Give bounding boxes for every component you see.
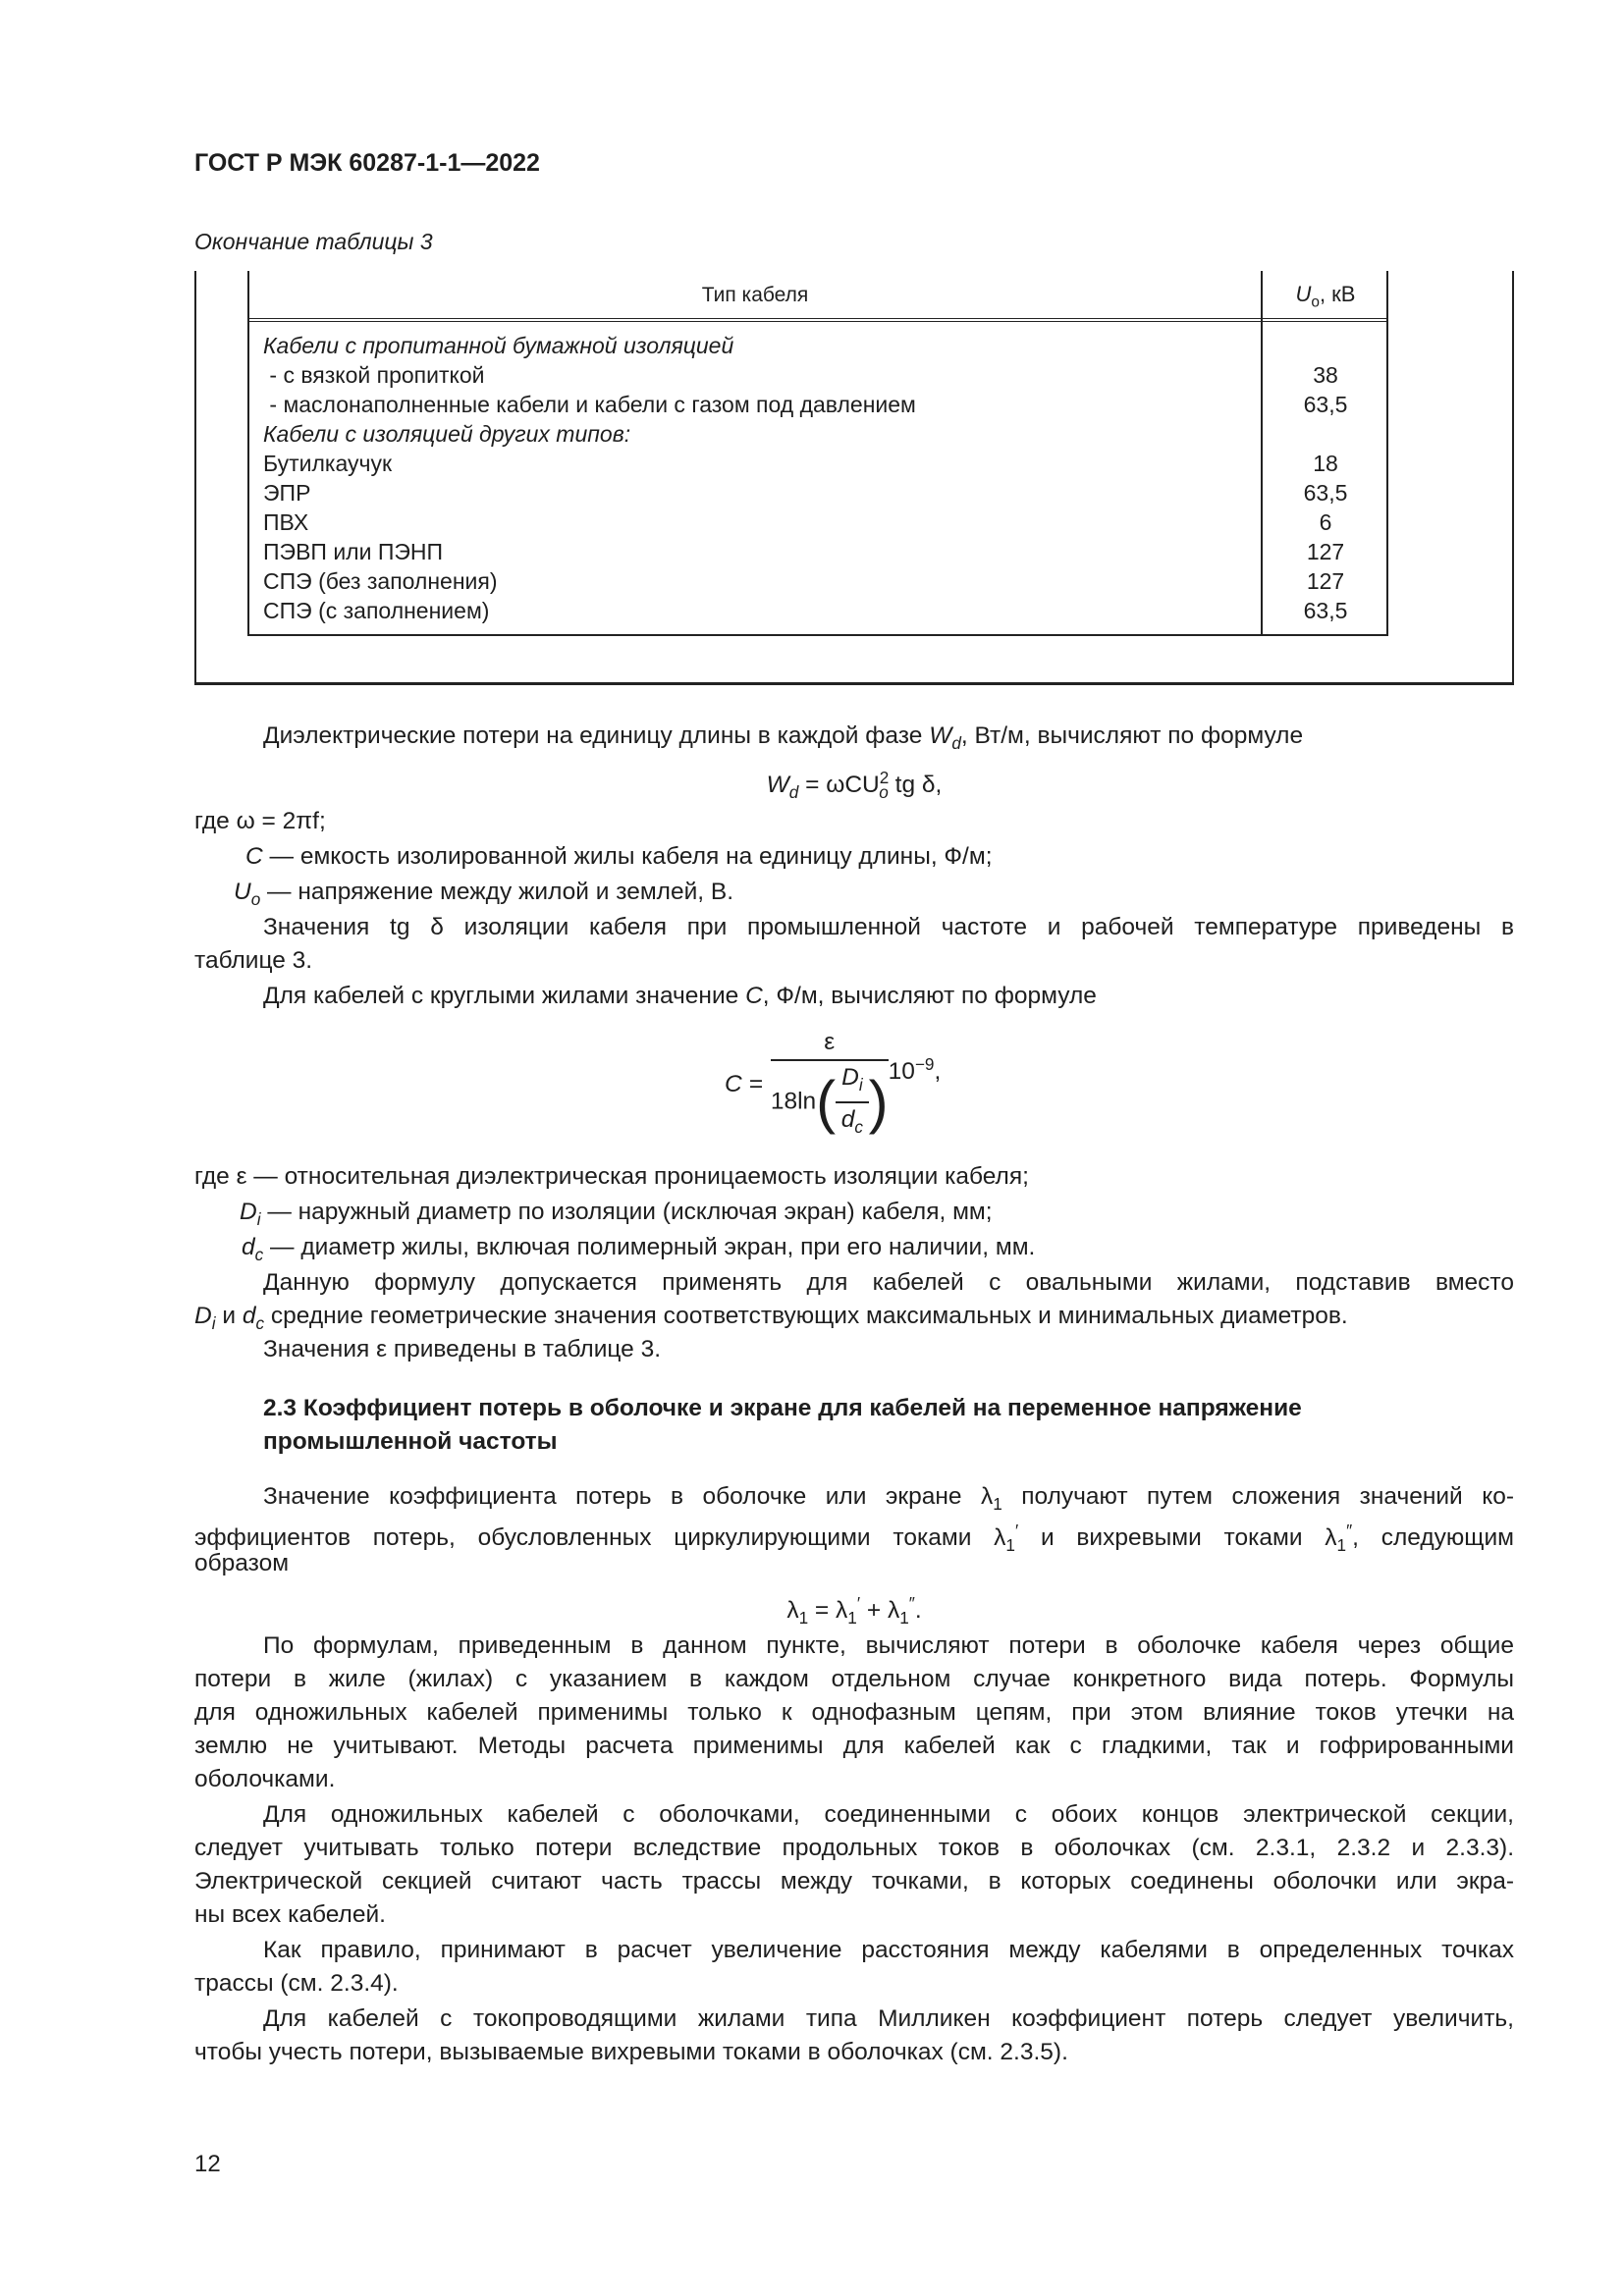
paragraph-loss-factor-line2: эффициентов потерь, обусловленных циркулирующими токами $\lambda_1'$ и вихревыми токами $\lambda_1''$, следующим [194,1521,1514,1556]
table-row-value: 63,5 [1303,598,1348,623]
paragraph-single-core-line2: следует учитывать только потери вследствие продольных токов в оболочках (см. 2.3.1, 2.3.2 и 2.3.3). [194,1835,1514,1861]
table-row-value: 6 [1319,509,1332,535]
table-row-value: 127 [1306,568,1345,594]
table-header-cable-type: Тип кабеля [701,284,809,306]
table-row-value: 18 [1313,451,1338,476]
paragraph-formulas-line1: По формулам, приведенным в данном пункте, вычисляют потери в оболочке кабеля через общие [263,1632,1514,1659]
paragraph-single-core-line3: Электрической секцией считают часть трассы между точками, в которых соединены оболочки или экра- [194,1868,1514,1895]
paragraph-tg-delta-line2: таблице 3. [194,947,313,974]
table-header-rule [247,318,1388,322]
definition-voltage: $U_o$ — напряжение между жилой и землей, В. [234,879,734,909]
table-row-value: 63,5 [1303,480,1348,506]
where-epsilon: где ε — относительная диэлектрическая проницаемость изоляции кабеля; [194,1163,1029,1190]
paragraph-epsilon-values: Значения ε приведены в таблице 3. [263,1336,662,1362]
paragraph-spacing-line2: трассы (см. 2.3.4). [194,1970,399,1997]
paragraph-formulas-line2: потери в жиле (жилах) с указанием в каждом отдельном случае конкретного вида потерь. Формулы [194,1666,1514,1692]
paragraph-oval-cores-line1: Данную формулу допускается применять для кабелей с овальными жилами, подставив вместо [263,1269,1514,1296]
table-row-type: - с вязкой пропиткой [263,362,485,388]
section-title-line2: промышленной частоты [263,1428,558,1455]
paragraph-tg-delta-line1: Значения tg δ изоляции кабеля при промышленной частоте и рабочей температуре приведены в [263,914,1514,940]
capacitance-fraction: ε 18ln( $\frac{D_i}{d_c}$ ) [771,1026,889,1144]
paragraph-dielectric-losses: Диэлектрические потери на единицу длины в каждой фазе $W_d$, Вт/м, вычисляют по формуле [263,722,1304,753]
paragraph-milliken-line1: Для кабелей с токопроводящими жилами типа Милликен коэффициент потерь следует увеличить, [263,2005,1514,2032]
paragraph-single-core-line4: ны всех кабелей. [194,1901,386,1928]
paragraph-round-cores: Для кабелей с круглыми жилами значение C, Ф/м, вычисляют по формуле [263,983,1097,1009]
paragraph-single-core-line1: Для одножильных кабелей с оболочками, соединенными с обоих концов электрической секции, [263,1801,1514,1828]
table-row-type: ПЭВП или ПЭНП [263,539,444,564]
table-row-type: СПЭ (без заполнения) [263,568,498,594]
table-row-type: ПВХ [263,509,309,535]
table-row-type: Бутилкаучук [263,451,393,476]
page-number: 12 [194,2151,221,2177]
table-row-type: ЭПР [263,480,311,506]
table-row-value: 63,5 [1303,392,1348,417]
formula-capacitance: C = ε 18ln( $\frac{D_i}{d_c}$ ) $10^{-9}$, [725,1021,941,1148]
paragraph-oval-cores-line2: $D_i$ и $d_c$ средние геометрические значения соответствующих максимальных и минимальных диаметров. [194,1303,1348,1333]
paragraph-formulas-line4: землю не учитывают. Методы расчета применимы для кабелей как с гладкими, так и гофрированными [194,1733,1514,1759]
paragraph-loss-factor-line3: образом [194,1550,290,1576]
paragraph-formulas-line5: оболочками. [194,1766,336,1792]
table-row-type: - маслонаполненные кабели и кабели с газом под давлением [263,392,916,417]
table-row-type: Кабели с изоляцией других типов: [263,421,631,447]
table-caption: Окончание таблицы 3 [194,229,433,254]
paragraph-spacing-line1: Как правило, принимают в расчет увеличение расстояния между кабелями в определенных точках [263,1937,1514,1963]
paragraph-loss-factor-line1: Значение коэффициента потерь в оболочке или экране $\lambda_1$ получают путем сложения значений ко- [263,1483,1514,1514]
table-header-voltage: $U_o$, кВ [1295,282,1356,311]
definition-outer-diameter: $D_i$ — наружный диаметр по изоляции (исключая экран) кабеля, мм; [240,1199,993,1229]
paragraph-milliken-line2: чтобы учесть потери, вызываемые вихревыми токами в оболочках (см. 2.3.5). [194,2039,1068,2065]
table-row-type: СПЭ (с заполнением) [263,598,490,623]
formula-loss-factor-sum: $\lambda_1 = \lambda_1' + \lambda_1''$. [786,1593,922,1629]
definition-core-diameter: $d_c$ — диаметр жилы, включая полимерный экран, при его наличии, мм. [242,1234,1036,1264]
section-title-line1: 2.3 Коэффициент потерь в оболочке и экране для кабелей на переменное напряжение [263,1395,1302,1421]
table-row-value: 127 [1306,539,1345,564]
paragraph-formulas-line3: для одножильных кабелей применимы только к однофазным цепям, при этом влияние токов утечки на [194,1699,1514,1726]
definition-capacitance: C — емкость изолированной жилы кабеля на единицу длины, Ф/м; [245,843,993,870]
document-title: ГОСТ Р МЭК 60287-1-1—2022 [194,149,540,177]
table-row-value: 38 [1313,362,1338,388]
table-row-type: Кабели с пропитанной бумажной изоляцией [263,333,734,358]
formula-dielectric-loss: $W_d = \omega CU^2_o$ tg δ, [766,768,943,803]
where-omega: где ω = 2πf; [194,808,326,834]
